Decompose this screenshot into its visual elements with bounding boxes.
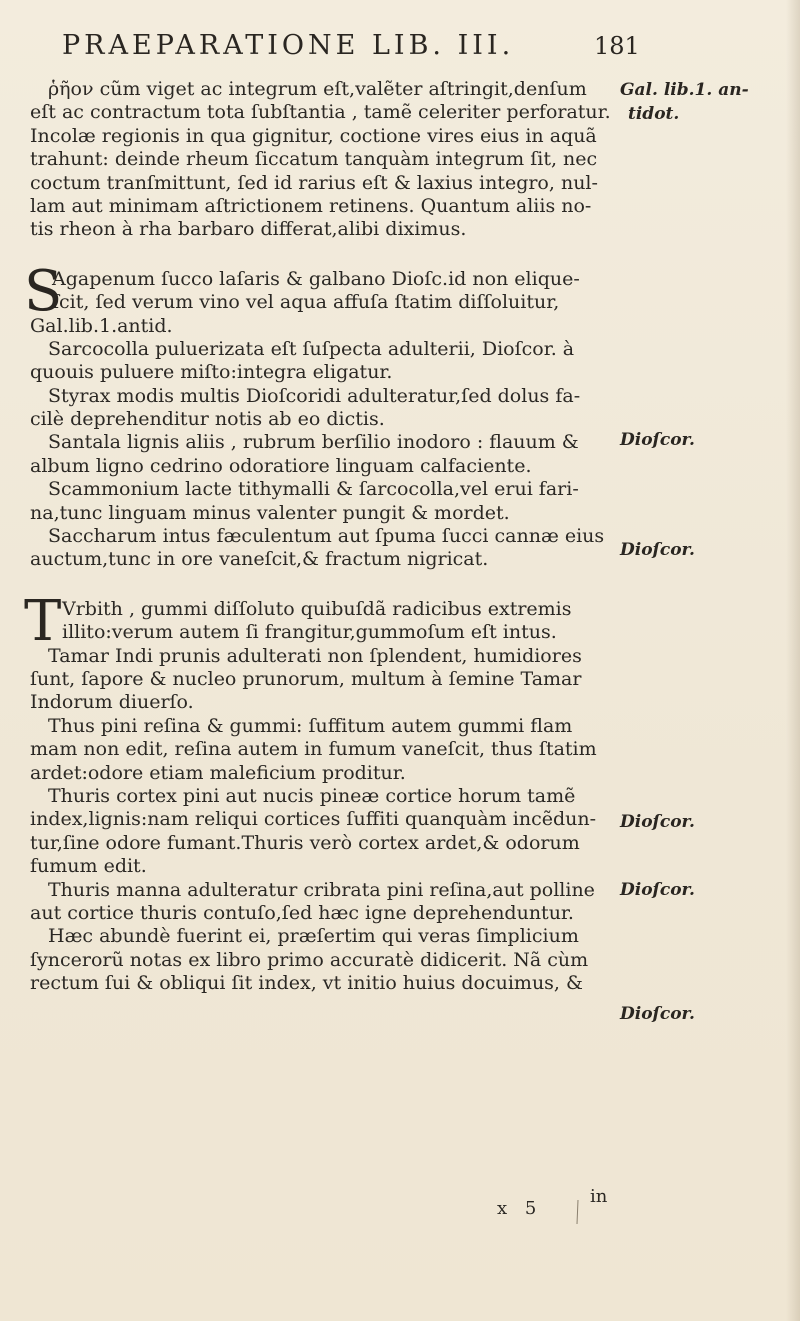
running-title: PRAEPARATIONE LIB. III.: [62, 30, 515, 61]
margin-note: Dioſcor.: [620, 430, 695, 450]
margin-note: Dioſcor.: [620, 1004, 695, 1024]
text-line: mam non edit, reſina autem in fumum vaneſcit, thus ſtatim: [30, 738, 597, 761]
text-line: tur,ſine odore fumant.Thuris verò cortex ardet,& odorum: [30, 831, 580, 854]
text-line: Tamar Indi prunis adulterati non ſplendent, humidiores: [48, 644, 582, 667]
text-line: ardet:odore etiam maleficium proditur.: [30, 761, 406, 784]
text-line: ſyncerorũ notas ex libro primo accuratè didicerit. Nã cùm: [30, 948, 589, 971]
text-line: auctum,tunc in ore vaneſcit,& fractum nigricat.: [30, 548, 489, 571]
catchword: in: [590, 1186, 608, 1207]
text-line: rectum ſui & obliqui ſit index, vt initio huius docuimus, &: [30, 972, 583, 995]
text-line: Indorum diuerſo.: [30, 691, 194, 714]
paragraph-thuris-cortex: [30, 785, 630, 879]
text-line: Santala lignis aliis , rubrum berſilio inodoro : flauum &: [48, 431, 579, 454]
text-line: ſunt, ſapore & nucleo prunorum, multum à ſemine Tamar: [30, 667, 582, 690]
text-line: Vrbith , gummi diſſoluto quibuſdã radicibus extremis: [62, 597, 572, 620]
page-edge-shadow: [786, 0, 800, 1321]
page-number: 181: [594, 32, 640, 60]
text-line: fumum edit.: [30, 855, 147, 878]
paragraph-conclusion: [30, 925, 630, 995]
text-line: Scammonium lacte tithymalli & ſarcocolla,vel erui fari-: [48, 478, 579, 501]
text-line: aut cortice thuris contuſo,ſed hæc igne deprehenduntur.: [30, 901, 574, 924]
paragraph-thus: [30, 715, 630, 785]
text-line: ῥῆον cũm viget ac integrum eſt,valẽter aſtringit,denſum: [48, 78, 587, 100]
drop-cap: S: [24, 258, 63, 324]
paragraph-turbith: [24, 588, 630, 654]
paragraph-santala: [30, 431, 630, 478]
drop-cap: T: [24, 588, 62, 654]
text-line: Agapenum ſucco laſaris & galbano Dioſc.id non elique-: [52, 267, 580, 290]
margin-note: Dioſcor.: [620, 812, 695, 832]
text-line: cilè deprehenditur notis ab eo dictis.: [30, 408, 385, 431]
paragraph-styrax: [30, 385, 630, 432]
text-line: Gal.lib.1.antid.: [30, 314, 173, 337]
margin-note: Dioſcor.: [620, 880, 695, 900]
text-line: quouis puluere miſto:integra eligatur.: [30, 361, 393, 384]
text-line: Hæc abundè fuerint ei, præſertim qui veras ſimplicium: [48, 925, 579, 948]
text-line: album ligno cedrino odoratiore linguam calfaciente.: [30, 454, 532, 477]
text-line: ſcit, ſed verum vino vel aqua affuſa ſtatim diſſoluitur,: [52, 291, 560, 314]
text-line: Thus pini reſina & gummi: ſuffitum autem gummi flam: [48, 714, 573, 737]
text-line: illito:verum autem ſi frangitur,gummoſum eſt intus.: [62, 621, 557, 644]
text-line: Saccharum intus fæculentum aut ſpuma ſucci cannæ eius: [48, 525, 605, 548]
paragraph-sarcocolla: [30, 338, 630, 385]
signature-mark: x 5: [497, 1198, 543, 1219]
text-line: Thuris cortex pini aut nucis pineæ cortice horum tamẽ: [48, 784, 576, 807]
margin-note: Dioſcor.: [620, 540, 695, 560]
text-line: na,tunc linguam minus valenter pungit & mordet.: [30, 501, 510, 524]
paragraph-thuris-manna: [30, 879, 630, 926]
text-line: index,lignis:nam reliqui cortices ſuffiti quanquàm incẽdun-: [30, 808, 597, 831]
ink-mark: [576, 1200, 580, 1224]
paragraph-saccharum: [30, 525, 630, 572]
paragraph-scammonium: [30, 478, 630, 525]
page-header: [62, 30, 652, 60]
paragraph-rheum: [30, 78, 630, 242]
text-line: Sarcocolla puluerizata eſt ſuſpecta adulterii, Dioſcor. à: [48, 337, 575, 360]
text-line: Styrax modis multis Dioſcoridi adulteratur,ſed dolus fa-: [48, 384, 581, 407]
paragraph-tamar: [30, 645, 630, 715]
text-line: tis rheon à rha barbaro differat,alibi diximus.: [30, 218, 467, 241]
text-line: lam aut minimam aſtrictionem retinens. Quantum aliis no-: [30, 194, 592, 217]
margin-note: Gal. lib.1. an-: [620, 80, 749, 100]
text-line: coctum tranſmittunt, ſed id rarius eſt & laxius integro, nul-: [30, 171, 598, 194]
paragraph-sagapenum: [24, 258, 630, 338]
text-body: [24, 78, 630, 995]
text-line: Incolæ regionis in qua gignitur, coctione vires eius in aquã: [30, 124, 597, 147]
text-line: Thuris manna adulteratur cribrata pini reſina,aut polline: [48, 878, 595, 901]
text-line: eſt ac contractum tota ſubſtantia , tamẽ celeriter perforatur.: [30, 101, 611, 124]
margin-note: tidot.: [628, 104, 680, 124]
text-line: trahunt: deinde rheum ſiccatum tanquàm integrum ſit, nec: [30, 148, 598, 171]
